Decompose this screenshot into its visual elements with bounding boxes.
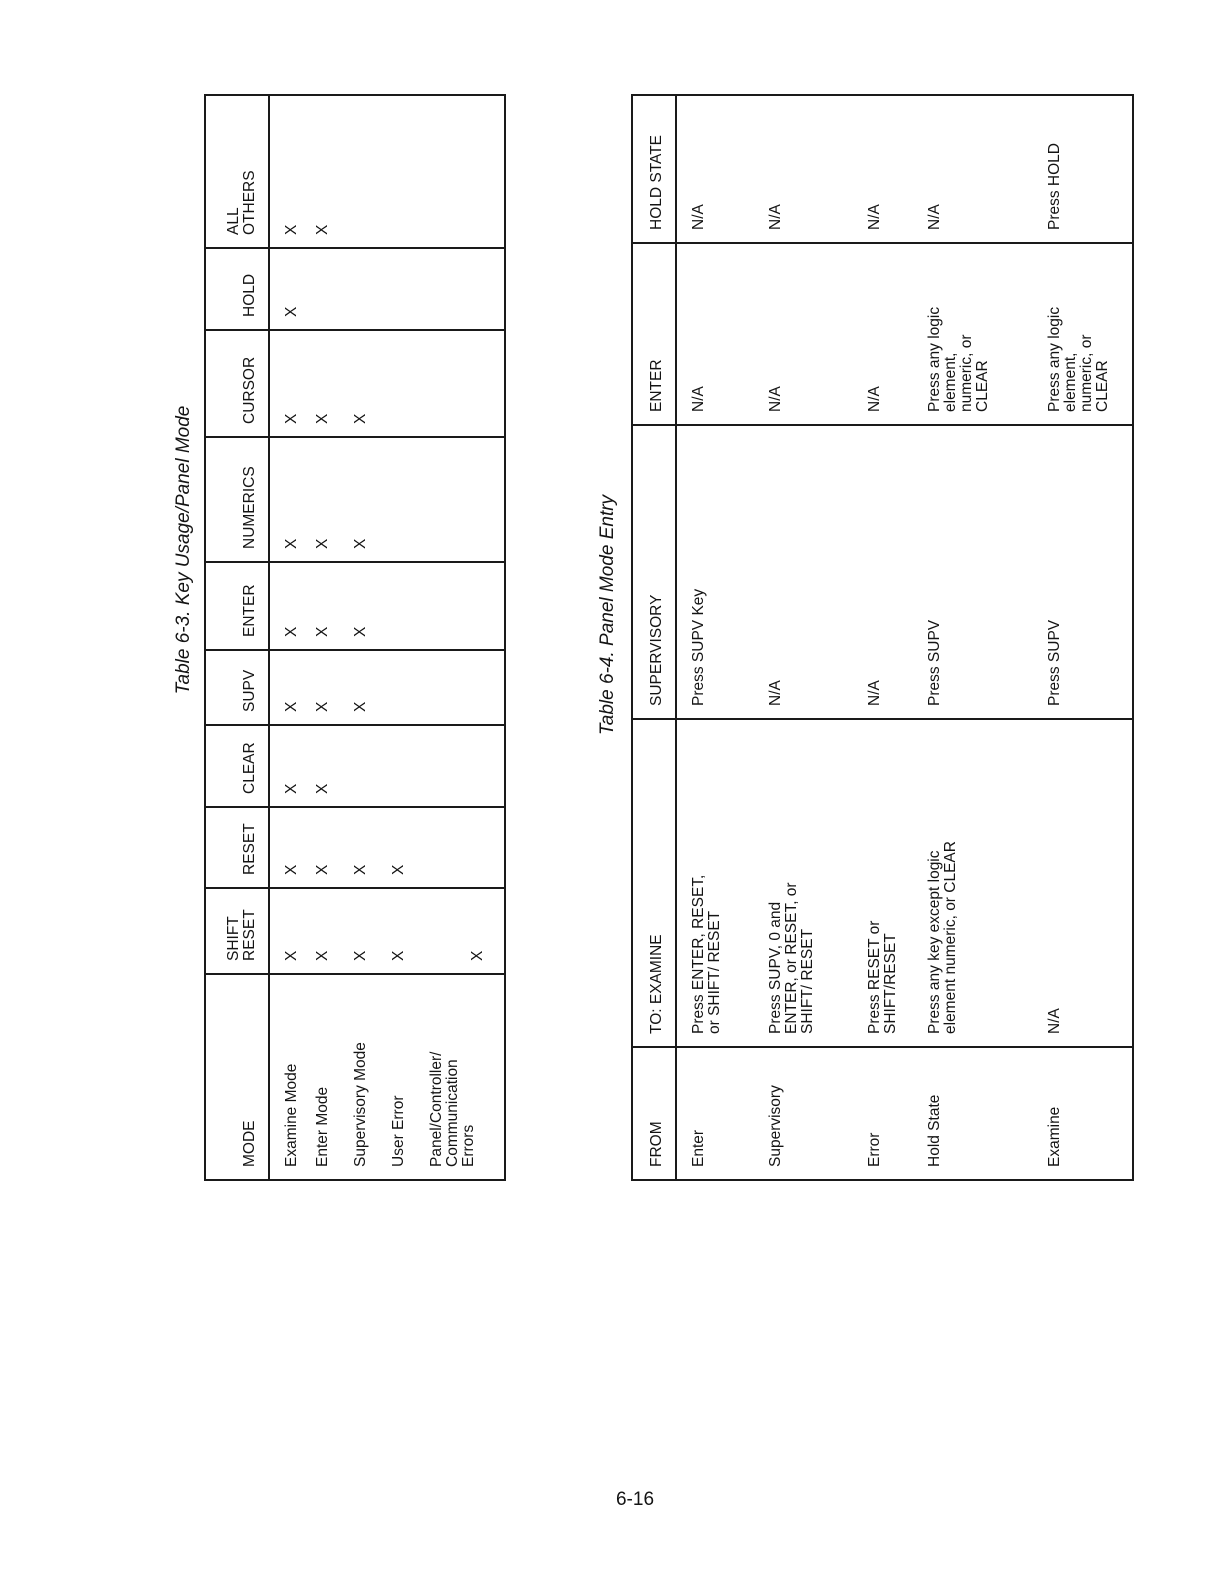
row-mode: Panel/Controller/ Communication Errors <box>421 974 505 1180</box>
cell-mark: X <box>307 562 345 650</box>
col-header-supervisory: SUPERVISORY <box>632 425 676 719</box>
cell-enter: N/A <box>754 243 853 425</box>
row-from: Error <box>853 1047 913 1180</box>
table-6-4-wrapper <box>631 94 1134 1181</box>
cell-hold-state: Press HOLD <box>1033 95 1133 243</box>
row-from: Enter <box>676 1047 754 1180</box>
cell-mark <box>421 725 505 807</box>
cell-examine: Press RESET or SHIFT/RESET <box>853 719 913 1047</box>
cell-mark: X <box>269 437 307 562</box>
row-from: Hold State <box>913 1047 1033 1180</box>
table-row <box>307 95 345 1180</box>
cell-mark: X <box>307 437 345 562</box>
cell-mark <box>421 330 505 437</box>
cell-mark: X <box>307 807 345 888</box>
cell-enter: Press any logic element, numeric, or CLEAR <box>1033 243 1133 425</box>
col-header-mode: MODE <box>205 974 269 1180</box>
cell-hold-state: N/A <box>676 95 754 243</box>
cell-mark <box>345 248 383 330</box>
cell-mark <box>383 562 421 650</box>
cell-mark: X <box>345 807 383 888</box>
cell-mark <box>421 437 505 562</box>
col-header-reset: RESET <box>205 807 269 888</box>
cell-mark: X <box>269 650 307 725</box>
cell-mark <box>383 725 421 807</box>
cell-mark <box>383 330 421 437</box>
col-header-enter: ENTER <box>205 562 269 650</box>
table-row <box>913 95 1033 1180</box>
col-header-all-others: ALL OTHERS <box>205 95 269 248</box>
cell-mark <box>383 95 421 248</box>
table-row <box>421 95 505 1180</box>
table-row <box>853 95 913 1180</box>
cell-hold-state: N/A <box>853 95 913 243</box>
col-header-numerics: NUMERICS <box>205 437 269 562</box>
col-header-from: FROM <box>632 1047 676 1180</box>
cell-examine: Press any key except logic element numeric, or CLEAR <box>913 719 1033 1047</box>
row-mode: User Error <box>383 974 421 1180</box>
cell-mark: X <box>383 888 421 974</box>
cell-mark: X <box>345 888 383 974</box>
cell-mark: X <box>345 330 383 437</box>
cell-mark: X <box>307 650 345 725</box>
cell-mark: X <box>269 330 307 437</box>
cell-mark: X <box>269 562 307 650</box>
col-header-clear: CLEAR <box>205 725 269 807</box>
table-row <box>383 95 421 1180</box>
cell-supervisory: Press SUPV Key <box>676 425 754 719</box>
cell-mark: X <box>269 888 307 974</box>
cell-mark <box>383 650 421 725</box>
cell-hold-state: N/A <box>754 95 853 243</box>
cell-mark: X <box>307 888 345 974</box>
cell-mark: X <box>269 248 307 330</box>
row-mode: Examine Mode <box>269 974 307 1180</box>
cell-mark <box>421 95 505 248</box>
cell-mark: X <box>345 650 383 725</box>
cell-mark <box>421 248 505 330</box>
cell-examine: Press ENTER, RESET, or SHIFT/ RESET <box>676 719 754 1047</box>
cell-mark: X <box>345 562 383 650</box>
cell-supervisory: N/A <box>853 425 913 719</box>
cell-enter: N/A <box>853 243 913 425</box>
table-header-row <box>632 95 676 1180</box>
cell-mark <box>383 248 421 330</box>
col-header-shift-reset: SHIFT RESET <box>205 888 269 974</box>
cell-supervisory: Press SUPV <box>1033 425 1133 719</box>
cell-mark: X <box>269 725 307 807</box>
key-usage-table <box>204 94 506 1181</box>
cell-mark: X <box>307 725 345 807</box>
cell-supervisory: Press SUPV <box>913 425 1033 719</box>
col-header-enter: ENTER <box>632 243 676 425</box>
table-row <box>345 95 383 1180</box>
cell-hold-state: N/A <box>913 95 1033 243</box>
cell-mark: X <box>345 437 383 562</box>
cell-mark <box>421 650 505 725</box>
cell-examine: N/A <box>1033 719 1133 1047</box>
panel-mode-entry-table <box>631 94 1134 1181</box>
cell-enter: Press any logic element, numeric, or CLEAR <box>913 243 1033 425</box>
row-mode: Supervisory Mode <box>345 974 383 1180</box>
cell-mark <box>421 562 505 650</box>
table-row <box>676 95 754 1180</box>
cell-enter: N/A <box>676 243 754 425</box>
cell-mark <box>307 248 345 330</box>
table-6-3-caption: Table 6-3. Key Usage/Panel Mode <box>173 405 194 695</box>
table-6-4-caption: Table 6-4. Panel Mode Entry <box>597 494 618 736</box>
cell-mark: X <box>383 807 421 888</box>
cell-examine: Press SUPV, 0 and ENTER, or RESET, or SHIFT/ RESET <box>754 719 853 1047</box>
table-row <box>1033 95 1133 1180</box>
page-number: 6-16 <box>615 1489 655 1510</box>
cell-mark: X <box>421 888 505 974</box>
cell-mark <box>345 95 383 248</box>
col-header-hold-state: HOLD STATE <box>632 95 676 243</box>
table-row <box>754 95 853 1180</box>
row-from: Examine <box>1033 1047 1133 1180</box>
col-header-to-examine: TO: EXAMINE <box>632 719 676 1047</box>
cell-mark: X <box>307 95 345 248</box>
row-from: Supervisory <box>754 1047 853 1180</box>
col-header-cursor: CURSOR <box>205 330 269 437</box>
cell-mark: X <box>307 330 345 437</box>
table-6-3-wrapper <box>204 94 506 1181</box>
table-header-row <box>205 95 269 1180</box>
cell-mark <box>345 725 383 807</box>
col-header-hold: HOLD <box>205 248 269 330</box>
row-mode: Enter Mode <box>307 974 345 1180</box>
cell-mark: X <box>269 807 307 888</box>
table-row <box>269 95 307 1180</box>
col-header-supv: SUPV <box>205 650 269 725</box>
cell-mark <box>383 437 421 562</box>
cell-supervisory: N/A <box>754 425 853 719</box>
cell-mark: X <box>269 95 307 248</box>
cell-mark <box>421 807 505 888</box>
